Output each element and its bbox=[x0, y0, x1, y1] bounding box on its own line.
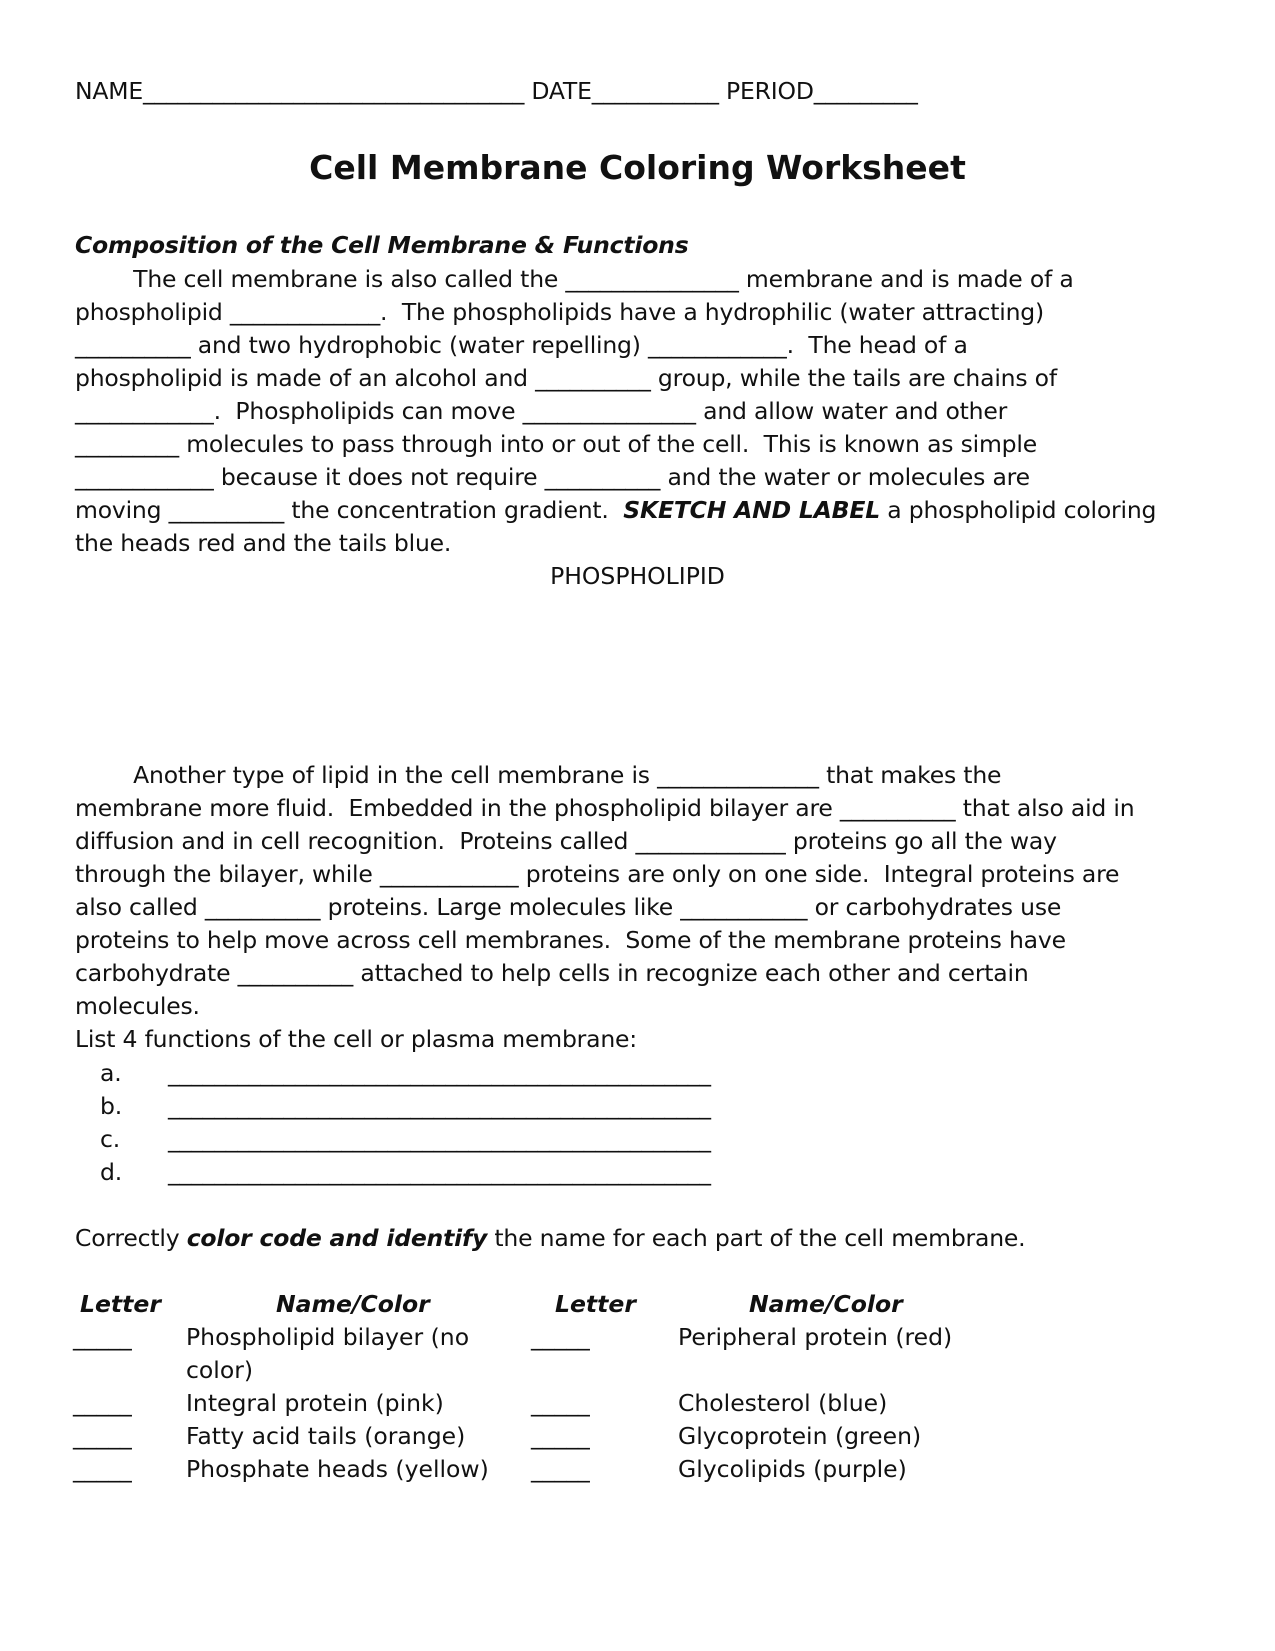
letter-blank[interactable]: _____ bbox=[73, 1455, 132, 1483]
letter-blank[interactable]: _____ bbox=[73, 1389, 132, 1417]
paragraph-line: phospholipid is made of an alcohol and __________ group, while the tails are chains of bbox=[75, 364, 1057, 392]
letter-blank[interactable]: _____ bbox=[531, 1389, 590, 1417]
part-name: Phospholipid bilayer (no bbox=[186, 1323, 470, 1351]
paragraph-line: diffusion and in cell recognition. Proteins called _____________ proteins go all the way bbox=[75, 827, 1057, 855]
paragraph-line: through the bilayer, while ____________ proteins are only on one side. Integral proteins are bbox=[75, 860, 1120, 888]
emphasis-text: color code and identify bbox=[186, 1224, 488, 1252]
instruction-text: the name for each part of the cell membrane. bbox=[487, 1224, 1026, 1252]
part-name: Glycolipids (purple) bbox=[678, 1455, 907, 1483]
section-heading: Composition of the Cell Membrane & Functions bbox=[75, 231, 689, 259]
paragraph-line: ____________ because it does not require __________ and the water or molecules are bbox=[75, 463, 1030, 491]
color-instruction bbox=[75, 1221, 1025, 1255]
list-item-letter: c. bbox=[100, 1125, 120, 1153]
paragraph-line: the heads red and the tails blue. bbox=[75, 529, 452, 557]
letter-blank[interactable]: _____ bbox=[531, 1323, 590, 1351]
paragraph-line: carbohydrate __________ attached to help cells in recognize each other and certain bbox=[75, 959, 1029, 987]
paragraph-line: ____________. Phospholipids can move _______________ and allow water and other bbox=[75, 397, 1008, 425]
letter-blank[interactable]: _____ bbox=[73, 1323, 132, 1351]
part-name: color) bbox=[186, 1356, 254, 1384]
part-name: Fatty acid tails (orange) bbox=[186, 1422, 466, 1450]
paragraph-line: __________ and two hydrophobic (water repelling) ____________. The head of a bbox=[75, 331, 968, 359]
list-item-blank[interactable]: _______________________________________________ bbox=[168, 1158, 711, 1186]
list-item-blank[interactable]: _______________________________________________ bbox=[168, 1059, 711, 1087]
table-header-letter: Letter bbox=[80, 1290, 161, 1318]
paragraph-line: _________ molecules to pass through into or out of the cell. This is known as simple bbox=[75, 430, 1037, 458]
paragraph-line: molecules. bbox=[75, 992, 200, 1020]
part-name: Integral protein (pink) bbox=[186, 1389, 444, 1417]
letter-blank[interactable]: _____ bbox=[531, 1455, 590, 1483]
paragraph-line: Another type of lipid in the cell membrane is ______________ that makes the bbox=[75, 761, 1002, 789]
paragraph-line: phospholipid _____________. The phospholipids have a hydrophilic (water attracting) bbox=[75, 298, 1044, 326]
line-text: a phospholipid coloring bbox=[880, 496, 1157, 524]
part-name: Peripheral protein (red) bbox=[678, 1323, 953, 1351]
part-name: Phosphate heads (yellow) bbox=[186, 1455, 489, 1483]
list-item-letter: d. bbox=[100, 1158, 122, 1186]
list-item-blank[interactable]: _______________________________________________ bbox=[168, 1125, 711, 1153]
emphasis-text: SKETCH AND LABEL bbox=[623, 496, 880, 524]
paragraph-line: proteins to help move across cell membranes. Some of the membrane proteins have bbox=[75, 926, 1066, 954]
table-header-name-color: Name/Color bbox=[749, 1290, 903, 1318]
part-name: Glycoprotein (green) bbox=[678, 1422, 922, 1450]
letter-blank[interactable]: _____ bbox=[531, 1422, 590, 1450]
list-item-letter: b. bbox=[100, 1092, 122, 1120]
paragraph-line: also called __________ proteins. Large molecules like ___________ or carbohydrates use bbox=[75, 893, 1062, 921]
page-title: Cell Membrane Coloring Worksheet bbox=[309, 148, 966, 187]
list-item-letter: a. bbox=[100, 1059, 122, 1087]
list-item-blank[interactable]: _______________________________________________ bbox=[168, 1092, 711, 1120]
table-header-name-color: Name/Color bbox=[276, 1290, 430, 1318]
paragraph-line: membrane more fluid. Embedded in the phospholipid bilayer are __________ that also aid in bbox=[75, 794, 1135, 822]
table-header-letter: Letter bbox=[555, 1290, 636, 1318]
instruction-text: Correctly bbox=[75, 1224, 187, 1252]
paragraph-line: The cell membrane is also called the _______________ membrane and is made of a bbox=[75, 265, 1074, 293]
line-text: moving __________ the concentration gradient. bbox=[75, 496, 624, 524]
name-date-period-line: NAME_________________________________ DATE___________ PERIOD_________ bbox=[75, 77, 918, 105]
part-name: Cholesterol (blue) bbox=[678, 1389, 888, 1417]
list-intro: List 4 functions of the cell or plasma membrane: bbox=[75, 1025, 637, 1053]
letter-blank[interactable]: _____ bbox=[73, 1422, 132, 1450]
diagram-label: PHOSPHOLIPID bbox=[550, 562, 725, 590]
paragraph-line bbox=[75, 493, 1156, 527]
